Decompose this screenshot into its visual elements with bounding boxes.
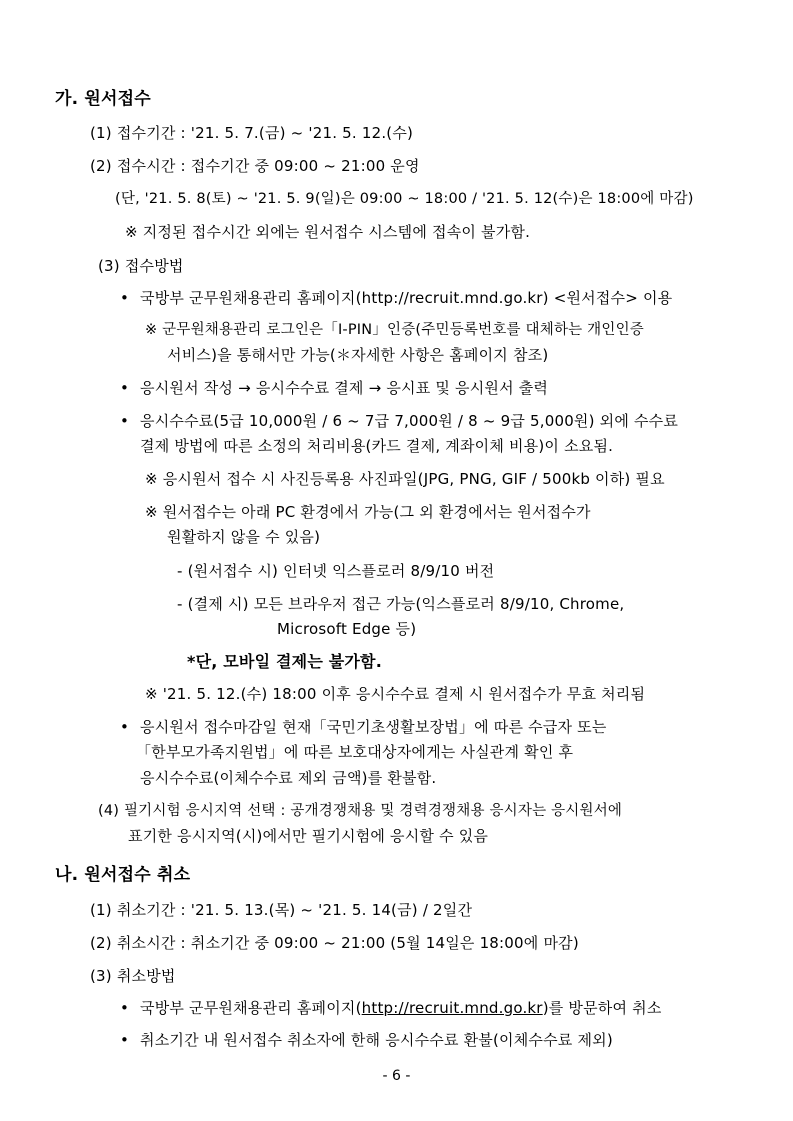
ga-region-line2: 표기한 응시지역(시)에서만 필기시험에 응시할 수 있음	[128, 827, 489, 845]
ga-bullet3-line1: 응시수수료(5급 10,000원 / 6 ~ 7급 7,000원 / 8 ~ 9급 5,000원) 외에 수수료	[140, 412, 679, 430]
na-period: (1) 취소기간 : '21. 5. 13.(목) ~ '21. 5. 14(금) / 2일간	[90, 901, 473, 919]
bullet-dot: •	[120, 1031, 129, 1049]
ga-env1: - (원서접수 시) 인터넷 익스플로러 8/9/10 버전	[177, 562, 495, 580]
na-method-heading: (3) 취소방법	[90, 967, 176, 985]
ga-bullet4-line2: 「한부모가족지원법」에 따른 보호대상자에게는 사실관계 확인 후	[136, 743, 574, 761]
na-bullet1	[140, 998, 662, 1018]
section-heading-ga: 가. 원서접수	[55, 89, 151, 109]
ga-mobile-note: *단, 모바일 결제는 불가함.	[187, 652, 382, 671]
ga-region-line1: (4) 필기시험 응시지역 선택 : 공개경쟁채용 및 경력경쟁채용 응시자는 응시원서에	[98, 803, 623, 819]
na-bullet2: 취소기간 내 원서접수 취소자에 한해 응시수수료 환불(이체수수료 제외)	[140, 1031, 613, 1049]
section-heading-na: 나. 원서접수 취소	[55, 865, 191, 885]
ga-bullet3-line2: 결제 방법에 따른 소정의 처리비용(카드 결제, 계좌이체 비용)이 소요됨.	[140, 437, 614, 455]
ga-period: (1) 접수기간 : '21. 5. 7.(금) ~ '21. 5. 12.(수)	[90, 124, 414, 142]
bullet-dot: •	[120, 999, 129, 1017]
na-bullet1-suffix: )를 방문하여 취소	[542, 999, 662, 1017]
ga-deadline-note: ※ '21. 5. 12.(수) 18:00 이후 응시수수료 결제 시 원서접수가 무효 처리됨	[145, 685, 646, 703]
ga-bullet1: 국방부 군무원채용관리 홈페이지(http://recruit.mnd.go.kr) <원서접수> 이용	[140, 289, 673, 307]
bullet-dot: •	[120, 718, 129, 736]
ga-bullet4-line3: 응시수수료(이체수수료 제외 금액)를 환불함.	[140, 769, 437, 787]
ga-time-note: (단, '21. 5. 8(토) ~ '21. 5. 9(일)은 09:00 ~ 18:00 / '21. 5. 12(수)은 18:00에 마감)	[115, 191, 694, 207]
recruit-site-link[interactable]: http://recruit.mnd.go.kr	[361, 999, 543, 1017]
ga-env2-line1: - (결제 시) 모든 브라우저 접근 가능(익스플로러 8/9/10, Chrome,	[177, 595, 625, 613]
ga-bullet3-note2-line1: ※ 원서접수는 아래 PC 환경에서 가능(그 외 환경에서는 원서접수가	[145, 503, 591, 521]
na-bullet1-prefix: 국방부 군무원채용관리 홈페이지(	[140, 999, 362, 1017]
ga-bullet1-note-line1: ※ 군무원채용관리 로그인은「I-PIN」인증(주민등록번호를 대체하는 개인인증	[145, 322, 645, 338]
page-number: - 6 -	[382, 1068, 411, 1084]
ga-bullet3-note2-line2: 원활하지 않을 수 있음)	[167, 528, 321, 546]
bullet-dot: •	[120, 379, 129, 397]
ga-time-warning: ※ 지정된 접수시간 외에는 원서접수 시스템에 접속이 불가함.	[125, 223, 531, 241]
na-time: (2) 취소시간 : 취소기간 중 09:00 ~ 21:00 (5월 14일은 18:00에 마감)	[90, 934, 579, 952]
ga-time: (2) 접수시간 : 접수기간 중 09:00 ~ 21:00 운영	[90, 157, 420, 175]
ga-bullet4-line1: 응시원서 접수마감일 현재「국민기초생활보장법」에 따른 수급자 또는	[140, 718, 607, 736]
bullet-dot: •	[120, 289, 129, 307]
bullet-dot: •	[120, 412, 129, 430]
ga-method-heading: (3) 접수방법	[98, 257, 184, 275]
ga-bullet3-note1: ※ 응시원서 접수 시 사진등록용 사진파일(JPG, PNG, GIF / 500kb 이하) 필요	[145, 470, 665, 488]
ga-bullet1-note-line2: 서비스)을 통해서만 가능(＊자세한 사항은 홈페이지 참조)	[167, 346, 549, 364]
ga-bullet2: 응시원서 작성 → 응시수수료 결제 → 응시표 및 응시원서 출력	[140, 379, 549, 397]
ga-env2-line2: Microsoft Edge 등)	[277, 620, 417, 638]
